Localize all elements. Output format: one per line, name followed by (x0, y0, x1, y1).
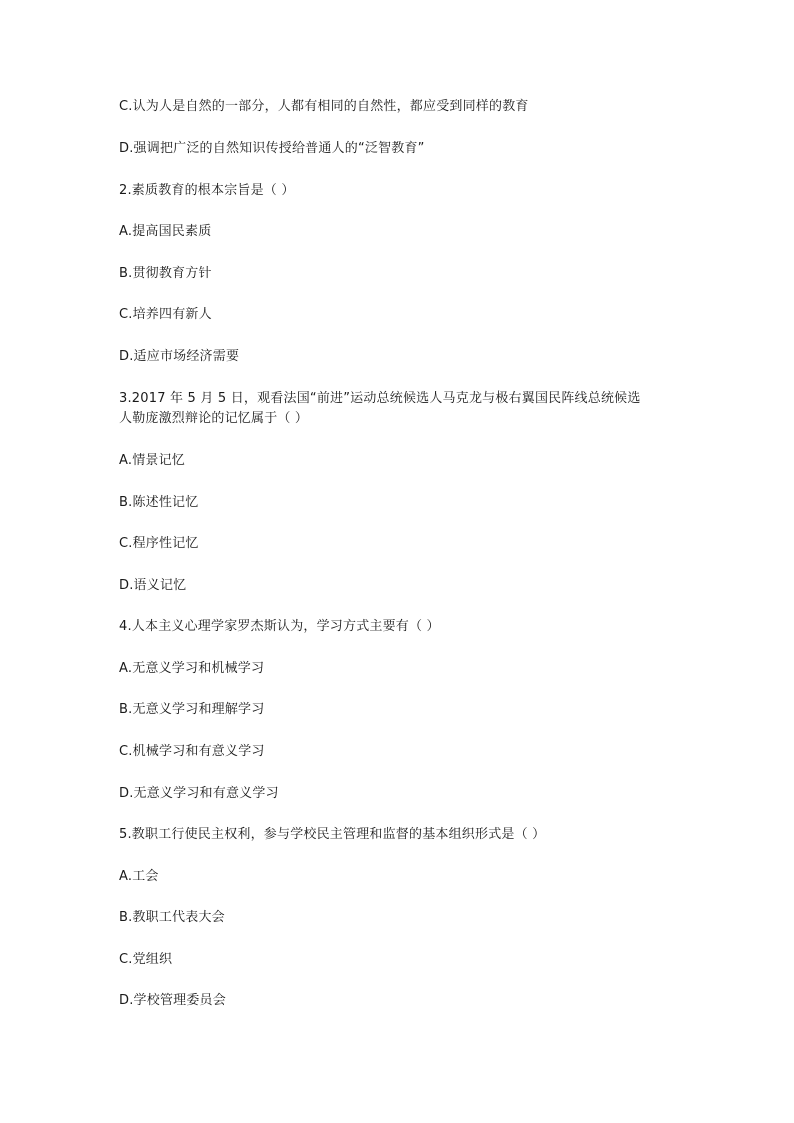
q5-option-c: C.党组织 (119, 952, 173, 967)
q3-option-a: A.情景记忆 (119, 453, 185, 468)
q3-stem-line2: 人勒庞激烈辩论的记忆属于（ ） (119, 411, 309, 426)
q2-option-c: C.培养四有新人 (119, 307, 212, 322)
q3-option-d: D.语义记忆 (119, 578, 187, 593)
q1-option-d: D.强调把广泛的自然知识传授给普通人的“泛智教育” (119, 141, 425, 156)
q3-option-b: B.陈述性记忆 (119, 495, 199, 510)
q4-option-d: D.无意义学习和有意义学习 (119, 786, 279, 801)
q4-stem: 4.人本主义心理学家罗杰斯认为，学习方式主要有（ ） (119, 619, 440, 634)
q5-option-a: A.工会 (119, 869, 159, 884)
q3-stem-line1: 3.2017 年 5 月 5 日，观看法国“前进”运动总统候选人马克龙与极右翼国民阵线总统候选 (119, 391, 641, 406)
q4-option-a: A.无意义学习和机械学习 (119, 661, 265, 676)
q2-option-a: A.提高国民素质 (119, 224, 212, 239)
q2-option-d: D.适应市场经济需要 (119, 349, 240, 364)
q1-option-c: C.认为人是自然的一部分，人都有相同的自然性，都应受到同样的教育 (119, 99, 529, 114)
q5-stem: 5.教职工行使民主权利，参与学校民主管理和监督的基本组织形式是（ ） (119, 827, 546, 842)
q5-option-b: B.教职工代表大会 (119, 910, 225, 925)
q3-option-c: C.程序性记忆 (119, 536, 199, 551)
q2-stem: 2.素质教育的根本宗旨是（ ） (119, 183, 295, 198)
q5-option-d: D.学校管理委员会 (119, 993, 226, 1008)
q4-option-c: C.机械学习和有意义学习 (119, 744, 265, 759)
q4-option-b: B.无意义学习和理解学习 (119, 702, 265, 717)
q2-option-b: B.贯彻教育方针 (119, 266, 212, 281)
